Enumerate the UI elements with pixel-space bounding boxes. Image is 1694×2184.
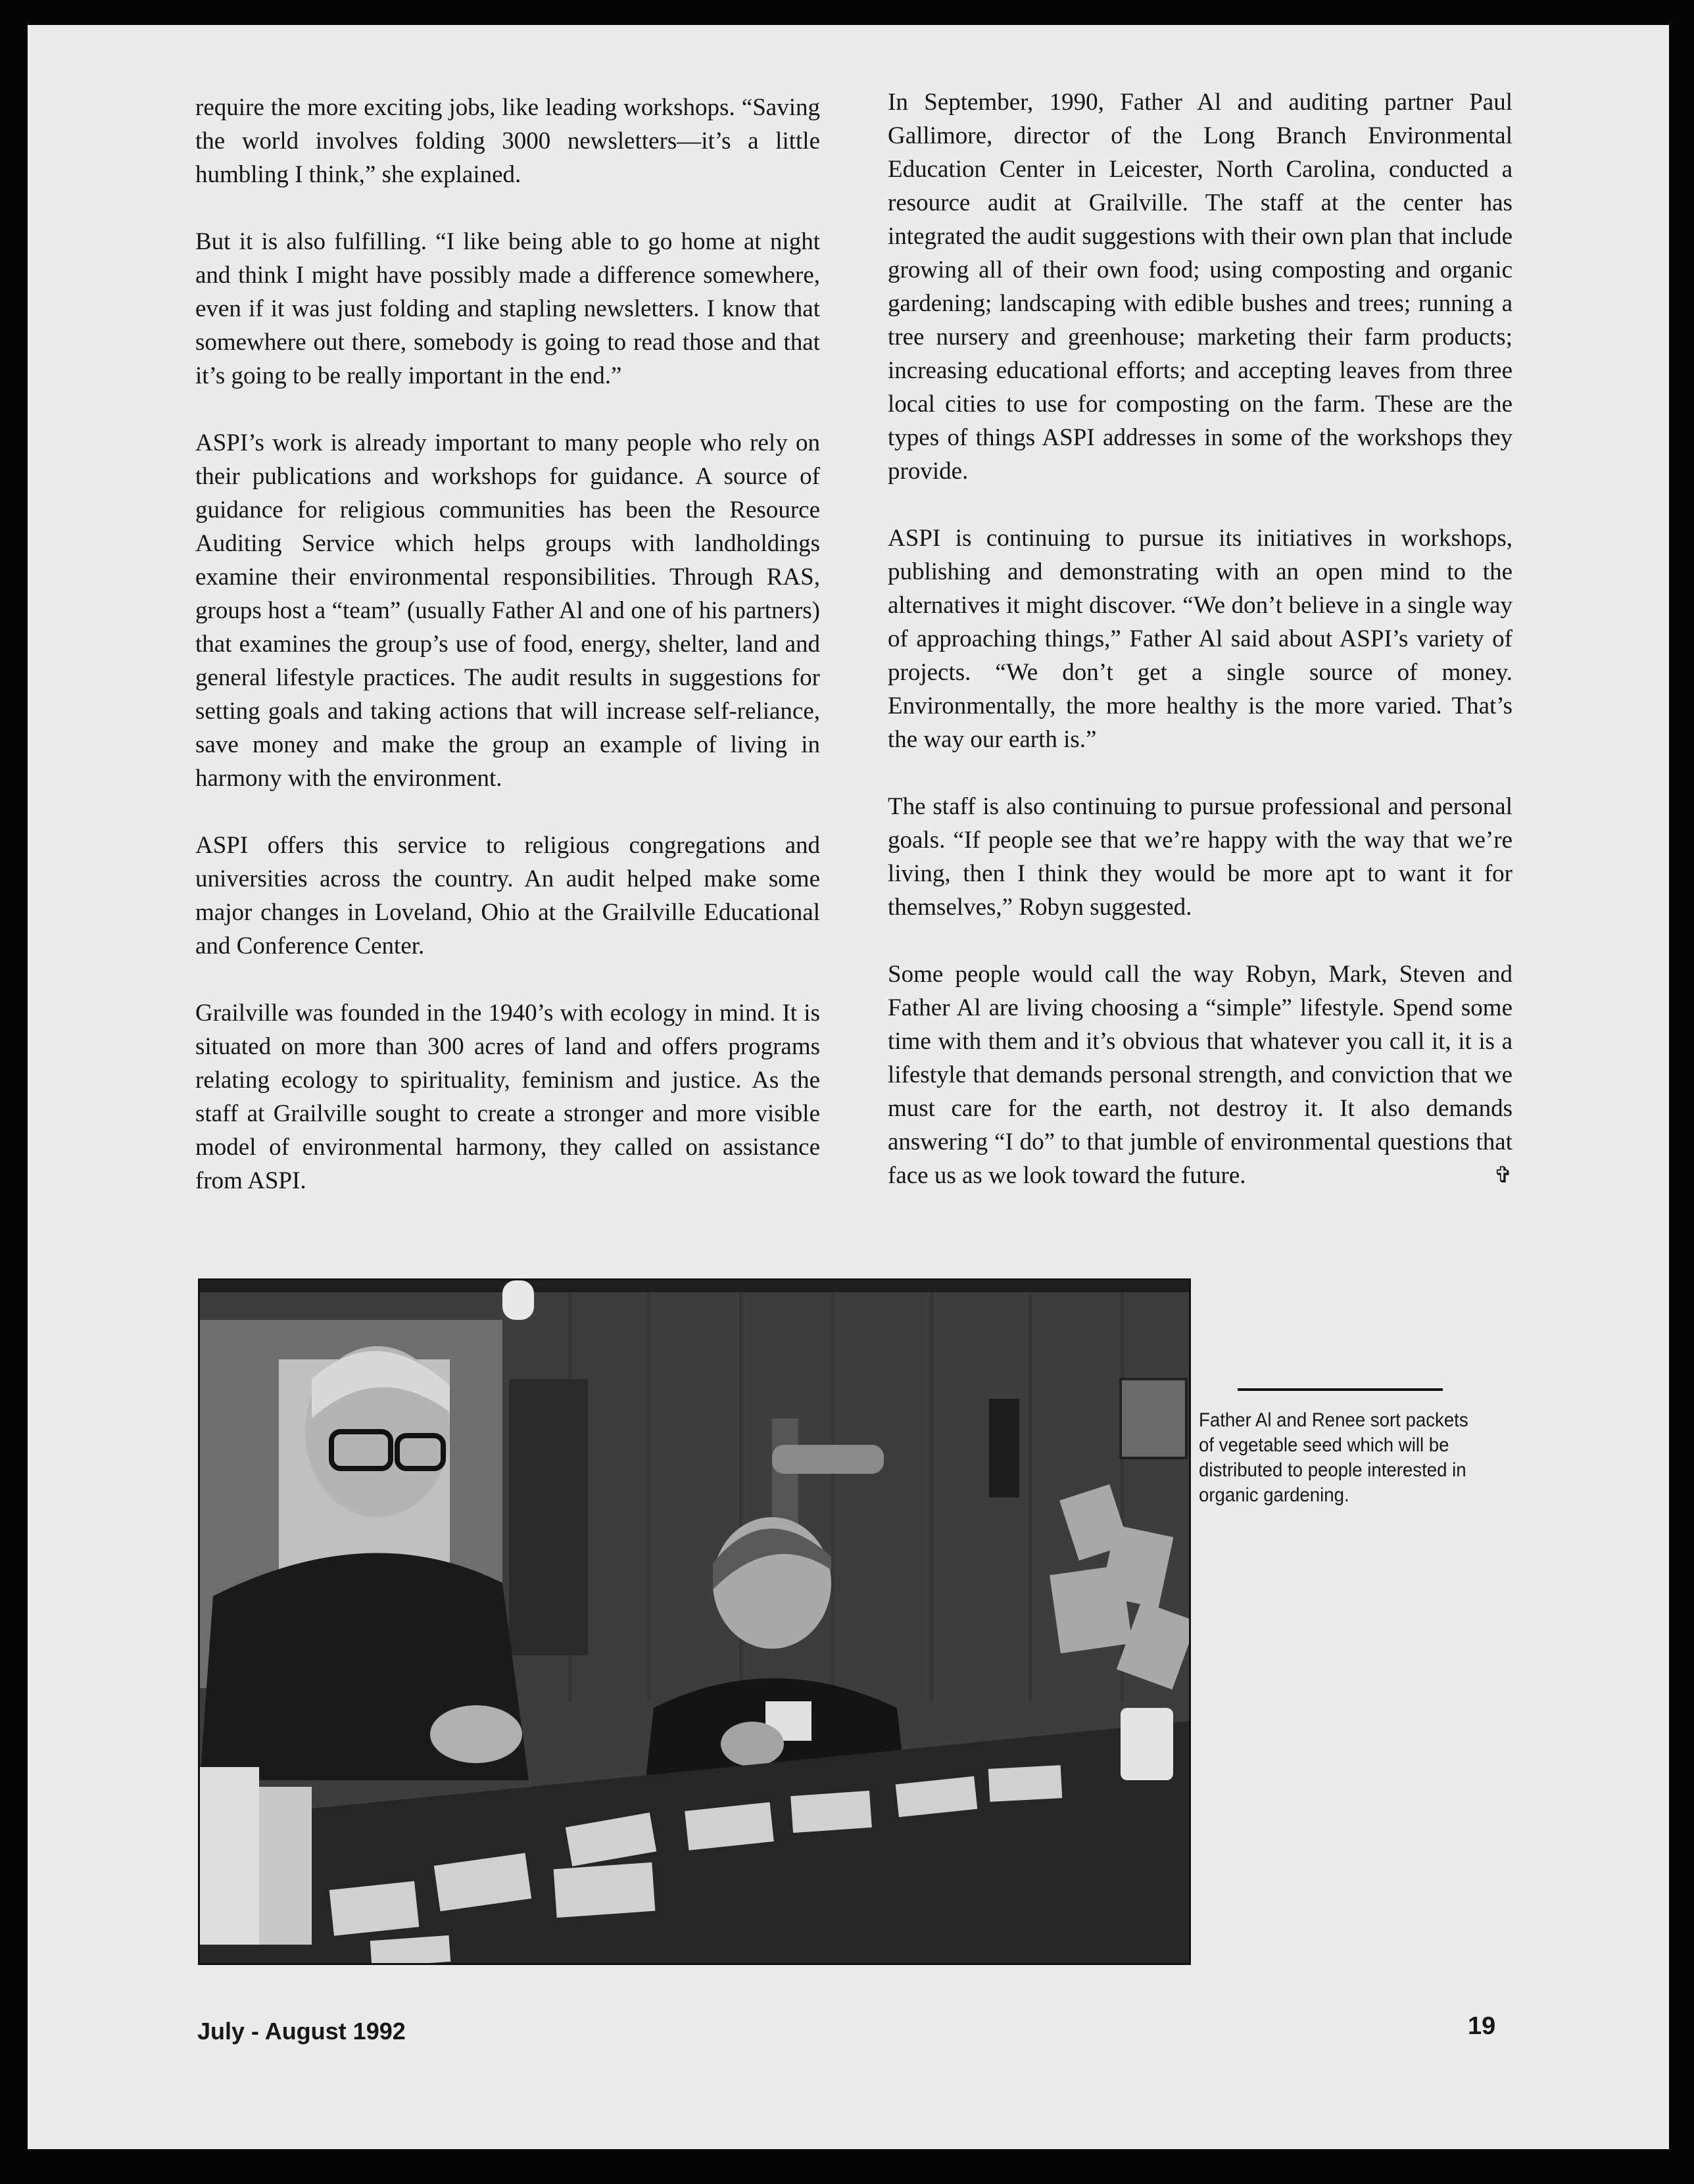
magazine-page: [28, 25, 1669, 2149]
article-paragraph: Grailville was founded in the 1940’s with ecology in mind. It is situated on more than 300 acres of land and offers programs relating ecology to spirituality, feminism and justice. As the staff at Grailville sought to create a stronger and more visible model of environmental harmony, they called on assistance from ASPI.: [195, 1000, 820, 1194]
article-photo: [198, 1278, 1191, 1965]
article-paragraph: But it is also fulfilling. “I like being able to go home at night and think I might have possibly made a difference somewhere, even if it was just folding and stapling newsletters. I know that somewhere out there, somebody is going to read those and that it’s going to be really important in the end.”: [195, 228, 820, 389]
article-left-column: [195, 91, 820, 1231]
article-paragraph: require the more exciting jobs, like leading workshops. “Saving the world involves folding 3000 newsletters—it’s a little humbling I think,” she explained.: [195, 94, 820, 188]
article-paragraph-final-text: Some people would call the way Robyn, Mark, Steven and Father Al are living choosing a “simple” lifestyle. Spend some time with them and it’s obvious that whatever you call it, it is a lifestyle that demands personal strength, and conviction that we must care for the earth, not destroy it. It also demands answering “I do” to that jumble of environmental questions that face us as we look toward the future.: [888, 961, 1512, 1189]
article-paragraph-final: [888, 958, 1512, 1192]
caption-divider: [1238, 1388, 1443, 1391]
article-paragraph: ASPI’s work is already important to many people who rely on their publications and workshops for guidance. A source of guidance for religious communities has been the Resource Auditing Service which helps groups with landholdings examine their environmental responsibilities. Through RAS, groups host a “team” (usually Father Al and one of his partners) that examines the group’s use of food, energy, shelter, land and general lifestyle practices. The audit results in suggestions for setting goals and taking actions that will increase self-reliance, save money and make the group an example of living in harmony with the environment.: [195, 429, 820, 792]
cross-end-mark-icon: ✞: [1493, 1162, 1512, 1188]
article-paragraph: The staff is also continuing to pursue professional and personal goals. “If people see that we’re happy with the way that we’re living, then I think they would be more apt to want it for themselves,” Robyn suggested.: [888, 793, 1512, 921]
article-paragraph: In September, 1990, Father Al and auditing partner Paul Gallimore, director of the Long Branch Environmental Education Center in Leicester, North Carolina, conducted a resource audit at Grailville. The staff at the center has integrated the audit suggestions with their own plan that include growing all of their own food; using composting and organic gardening; landscaping with edible bushes and trees; running a tree nursery and greenhouse; marketing their farm products; increasing educational efforts; and accepting leaves from three local cities to use for composting on the farm. These are the types of things ASPI addresses in some of the workshops they provide.: [888, 89, 1512, 485]
page-number: 19: [1468, 2012, 1496, 2040]
issue-date: July - August 1992: [197, 2018, 406, 2045]
article-paragraph: ASPI is continuing to pursue its initiatives in workshops, publishing and demonstrating with an open mind to the alternatives it might discover. “We don’t believe in a single way of approaching things,” Father Al said about ASPI’s variety of projects. “We don’t get a single source of money. Environmentally, the more healthy is the more varied. That’s the way our earth is.”: [888, 525, 1512, 753]
article-paragraph: ASPI offers this service to religious congregations and universities across the country. An audit helped make some major changes in Loveland, Ohio at the Grailville Educational and Conference Center.: [195, 832, 820, 959]
photo-caption: Father Al and Renee sort packets of vegetable seed which will be distributed to people interested in organic gardening.: [1199, 1409, 1468, 1506]
ceiling-light-icon: [502, 1280, 534, 1320]
article-right-column: [888, 85, 1512, 1226]
photo-illustration: [200, 1280, 1189, 1963]
